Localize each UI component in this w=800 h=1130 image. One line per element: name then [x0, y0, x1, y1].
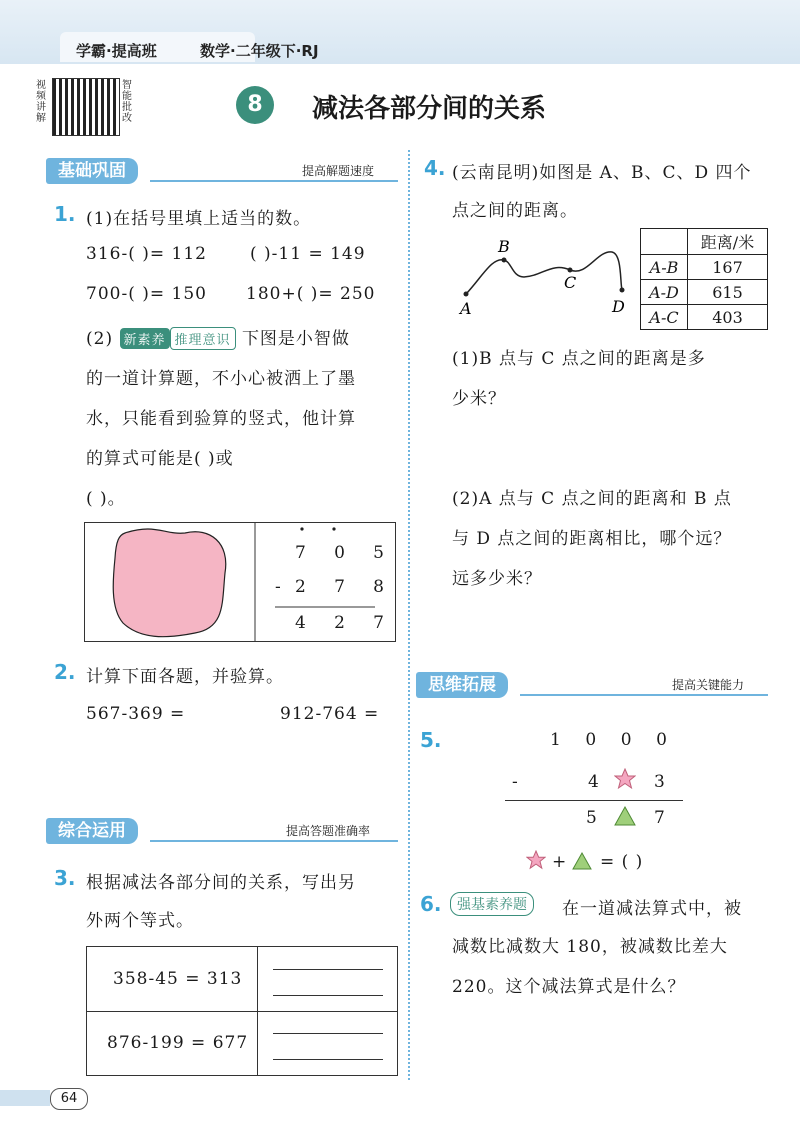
table-row [641, 305, 768, 330]
q5-expr-eq: = ( ) [600, 852, 644, 872]
check-op: - [275, 577, 282, 597]
table-cell [641, 229, 688, 255]
check-row2 [295, 577, 385, 597]
table-cell: 615 [688, 280, 768, 305]
section-basic-note: 提高解题速度 [302, 164, 375, 178]
digit: 7 [654, 808, 666, 828]
q5-number: 5. [420, 728, 442, 752]
table-cell: 167 [688, 255, 768, 280]
q1-eq-d: 180+( )= 250 [246, 284, 376, 304]
q2-eq-a: 567-369 = [86, 704, 186, 724]
digit: 5 [586, 808, 598, 828]
point-a: A [460, 299, 472, 318]
digit: 1 [550, 730, 562, 750]
subject-title: 数学·二年级下·RJ [200, 42, 319, 60]
q4-l1: (云南昆明)如图是 A、B、C、D 四个 [452, 163, 752, 183]
q5-op: - [512, 772, 519, 792]
qr-right-label: 智能批改 [122, 80, 132, 124]
q2-text: 计算下面各题，并验算。 [86, 667, 284, 687]
digit: 2 [334, 613, 346, 633]
section-applied-note: 提高答题准确率 [286, 824, 371, 838]
q1-part2-l2: 的一道计算题，不小心被洒上了墨 [86, 369, 356, 389]
check-row3 [295, 613, 385, 633]
digit: 7 [373, 613, 385, 633]
answer-line[interactable] [273, 1033, 383, 1034]
q3-row2: 876-199 = 677 [107, 1033, 249, 1053]
section-thinking-note: 提高关键能力 [672, 678, 745, 692]
q3-table [86, 946, 398, 1076]
table-row [641, 280, 768, 305]
q5-plus: + [552, 852, 568, 872]
series-title: 学霸·提高班 [76, 42, 157, 60]
digit: 5 [373, 543, 385, 563]
point-b: B [498, 237, 510, 256]
answer-line[interactable] [273, 1059, 383, 1060]
q3-number: 3. [54, 866, 76, 890]
triangle-icon [614, 806, 636, 826]
digit: 4 [588, 772, 600, 792]
q6-l2: 减数比减数大 180，被减数比差大 [452, 937, 728, 957]
q6-l1: 在一道减法算式中，被 [562, 899, 742, 919]
table-row [641, 229, 768, 255]
qr-code[interactable] [52, 78, 120, 136]
column-divider [408, 150, 410, 1080]
check-box [84, 522, 396, 642]
table-cell: 403 [688, 305, 768, 330]
q1-part2-prefix: (2) [86, 329, 114, 349]
tag-reason: 推理意识 [170, 327, 236, 350]
digit: 2 [295, 577, 307, 597]
q1-eq-c: 700-( )= 150 [86, 284, 207, 304]
answer-line[interactable] [273, 969, 383, 970]
tag-new: 新素养 [120, 328, 170, 349]
check-row1 [295, 543, 385, 563]
digit: 7 [295, 543, 307, 563]
q1-eq-b: ( )-11 = 149 [250, 244, 366, 264]
section-line [520, 694, 768, 696]
q6-tag: 强基素养题 [450, 892, 534, 916]
table-row [641, 255, 768, 280]
q4-p1-l1: (1)B 点与 C 点之间的距离是多 [452, 349, 706, 369]
page-title: 减法各部分间的关系 [312, 94, 547, 124]
distance-map [452, 232, 637, 322]
q1-part1: (1)在括号里填上适当的数。 [86, 209, 312, 229]
digit: 0 [585, 730, 598, 750]
digit: 4 [295, 613, 307, 633]
digit: 0 [334, 543, 346, 563]
point-d: D [612, 297, 625, 316]
digit: 7 [334, 577, 346, 597]
q4-l2: 点之间的距离。 [452, 201, 578, 221]
section-line [150, 840, 398, 842]
section-line [150, 180, 398, 182]
triangle-icon [572, 852, 592, 870]
q1-part2 [86, 324, 350, 350]
section-basic: 基础巩固 [46, 158, 138, 184]
page-bar [0, 1090, 50, 1106]
star-icon [614, 768, 636, 790]
q1-number: 1. [54, 202, 76, 226]
lesson-number: 8 [236, 86, 274, 124]
q1-eq-a: 316-( )= 112 [86, 244, 207, 264]
q1-part2-l5: ( )。 [86, 489, 126, 509]
q3-row-divider [87, 1011, 397, 1012]
q3-row1: 358-45 = 313 [113, 969, 243, 989]
q2-eq-b: 912-764 = [280, 704, 380, 724]
digit: 0 [656, 730, 668, 750]
q6-l3: 220。这个减法算式是什么？ [452, 977, 686, 997]
q2-number: 2. [54, 660, 76, 684]
table-cell: A-D [641, 280, 688, 305]
qr-left-label: 视频讲解 [36, 80, 46, 124]
q3-l1: 根据减法各部分间的关系，写出另 [86, 873, 356, 893]
q5-rule [505, 800, 683, 801]
section-thinking: 思维拓展 [416, 672, 508, 698]
digit: 8 [373, 577, 385, 597]
page-number: 64 [50, 1088, 88, 1110]
q1-part2-l3: 水，只能看到验算的竖式，他计算 [86, 409, 356, 429]
q4-p2-l3: 远多少米？ [452, 569, 542, 589]
distance-table [640, 228, 768, 330]
answer-line[interactable] [273, 995, 383, 996]
digit: 3 [654, 772, 666, 792]
q1-part2-l4: 的算式可能是( )或 [86, 449, 234, 469]
q4-p2-l2: 与 D 点之间的距离相比，哪个远？ [452, 529, 732, 549]
q6-number: 6. [420, 892, 442, 916]
table-header: 距离/米 [688, 229, 768, 255]
q4-p2-l1: (2)A 点与 C 点之间的距离和 B 点 [452, 489, 732, 509]
digit: 0 [620, 730, 633, 750]
q3-l2: 外两个等式。 [86, 911, 194, 931]
q1-part2-l1: 下图是小智做 [241, 329, 350, 349]
star-icon [526, 850, 546, 870]
q4-p1-l2: 少米？ [452, 389, 506, 409]
q5-row1 [550, 730, 668, 750]
table-cell: A-C [641, 305, 688, 330]
point-c: C [564, 273, 577, 292]
table-cell: A-B [641, 255, 688, 280]
q4-number: 4. [424, 156, 446, 180]
section-applied: 综合运用 [46, 818, 138, 844]
